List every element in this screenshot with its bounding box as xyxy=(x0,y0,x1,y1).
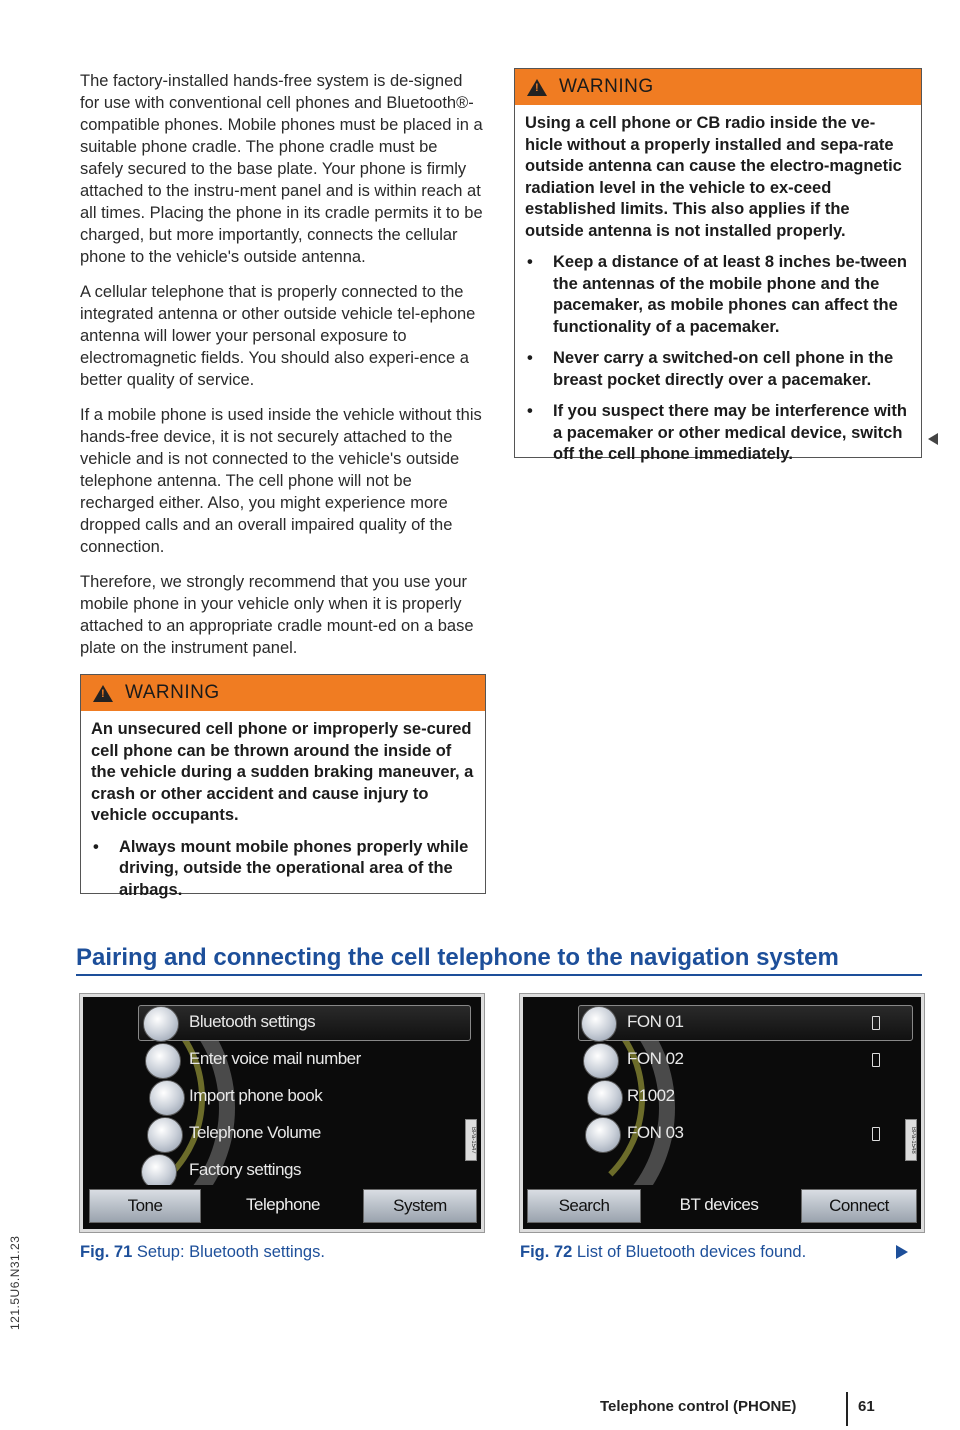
bt-devices-button[interactable]: BT devices xyxy=(679,1195,759,1214)
menu-item-telephone-volume[interactable]: Telephone Volume xyxy=(189,1123,321,1142)
warning-intro: Using a cell phone or CB radio inside the ve-hicle without a properly installed and sepa-rate outside antenna can cause the electro-magnetic radiation level in the vehicle to ex-ceed established limits. This also applies if the outside antenna is not installed properly. xyxy=(525,114,902,240)
device-label: FON 01 xyxy=(627,1012,684,1031)
footer-divider xyxy=(846,1392,848,1426)
softkey-bar xyxy=(83,1185,481,1229)
knob-icon xyxy=(147,1117,183,1153)
paragraph-3: If a mobile phone is used inside the vehicle without this hands-free device, it is not securely attached to the vehicle and is not connected to the vehicle's outside telephone antenna. The cell phone will not be recharged either. Also, you might experience more dropped calls and an overall impaired quality of the connection. xyxy=(80,406,482,556)
connect-button[interactable]: Connect xyxy=(801,1189,917,1223)
warning-intro: An unsecured cell phone or improperly se-cured cell phone can be thrown around the inside of the vehicle during a sudden braking maneuver, a crash or other accident and cause injury to vehicle occupants. xyxy=(91,720,474,824)
knob-icon xyxy=(587,1080,623,1116)
figure-71-caption xyxy=(80,1243,325,1262)
warning-bullet-text: Never carry a switched-on cell phone in the breast pocket directly over a pacemaker. xyxy=(553,349,894,389)
left-column xyxy=(80,70,484,672)
device-item-fon02[interactable]: FON 02 xyxy=(627,1049,684,1068)
device-item-fon03[interactable]: FON 03 xyxy=(627,1123,684,1142)
figure-71-screen xyxy=(80,994,484,1232)
menu-item-label: Bluetooth settings xyxy=(189,1012,316,1031)
phone-icon xyxy=(872,1127,880,1141)
knob-icon xyxy=(145,1043,181,1079)
device-item-r1002[interactable]: R1002 xyxy=(627,1086,675,1105)
figure-72-screen xyxy=(520,994,924,1232)
end-of-section-icon xyxy=(928,433,938,445)
warning-heading: WARNING xyxy=(125,682,220,703)
bullet-dot-icon: • xyxy=(527,402,533,420)
softkey-bar xyxy=(523,1185,921,1229)
section-divider xyxy=(76,974,922,976)
warning-bullet xyxy=(525,401,911,466)
knob-icon xyxy=(583,1043,619,1079)
warning-bullet xyxy=(525,348,911,391)
warning-header xyxy=(515,69,921,105)
bullet-dot-icon: • xyxy=(527,253,533,271)
caption-text: List of Bluetooth devices found. xyxy=(576,1243,807,1261)
knob-icon xyxy=(143,1006,179,1042)
paragraph-1: The factory-installed hands-free system is de-signed for use with conventional cell phones and Bluetooth®-compatible phones. Mobile phones must be placed in a suitable phone cradle. The phone cradle must be safely secured to the base plate. Your phone is firmly attached to the instru-ment panel and is within reach at all times. Placing the phone in its cradle permits it to be charged, but more importantly, connects the cellular phone to the vehicle's outside antenna. xyxy=(80,72,483,266)
menu-item-import-phone-book[interactable]: Import phone book xyxy=(189,1086,323,1105)
bullet-dot-icon: • xyxy=(527,349,533,367)
telephone-button[interactable]: Telephone xyxy=(246,1195,320,1214)
menu-item-factory-settings[interactable]: Factory settings xyxy=(189,1160,301,1179)
search-button[interactable]: Search xyxy=(527,1189,641,1223)
section-title: Pairing and connecting the cell telephone to the navigation system xyxy=(76,944,839,971)
phone-icon xyxy=(872,1016,880,1030)
figure-72-caption xyxy=(520,1243,806,1262)
menu-item-voice-mail[interactable]: Enter voice mail number xyxy=(189,1049,361,1068)
knob-icon xyxy=(581,1006,617,1042)
system-button[interactable]: System xyxy=(363,1189,477,1223)
side-code: 121.5U6.N31.23 xyxy=(8,1235,22,1330)
knob-icon xyxy=(149,1080,185,1116)
warning-triangle-icon xyxy=(93,685,113,702)
warning-bullet-text: If you suspect there may be interference with a pacemaker or other medical device, switch off the cell phone immediately. xyxy=(553,402,907,463)
warning-body xyxy=(81,711,485,919)
figure-code: BPa-1547 xyxy=(465,1119,477,1161)
warning-bullet xyxy=(91,837,475,902)
paragraph-4: Therefore, we strongly recommend that you use your mobile phone in your vehicle only when it is properly attached to an appropriate cradle mount-ed on a base plate on the instrument panel. xyxy=(80,573,474,657)
warning-bullet xyxy=(525,252,911,338)
warning-bullet-text: Always mount mobile phones properly while driving, outside the operational area of the airbags. xyxy=(119,837,469,899)
figure-code: BPa-1548 xyxy=(905,1119,917,1161)
caption-number: Fig. 72 xyxy=(520,1243,573,1261)
footer-title: Telephone control (PHONE) xyxy=(600,1398,797,1415)
caption-text: Setup: Bluetooth settings. xyxy=(136,1243,325,1261)
paragraph-2: A cellular telephone that is properly connected to the integrated antenna or other outside vehicle tel-ephone antenna will lower your personal exposure to electromagnetic fields. You should also experi-ence a better quality of service. xyxy=(80,283,476,389)
knob-icon xyxy=(585,1117,621,1153)
warning-triangle-icon xyxy=(527,79,547,96)
caption-number: Fig. 71 xyxy=(80,1243,133,1261)
page-number: 61 xyxy=(858,1398,875,1415)
warning-heading: WARNING xyxy=(559,76,654,97)
warning-header xyxy=(81,675,485,711)
tone-button[interactable]: Tone xyxy=(89,1189,201,1223)
warning-box-left xyxy=(80,674,486,899)
warning-bullet-text: Keep a distance of at least 8 inches be-tween the antennas of the mobile phone and the pacemaker, as mobile phones can affect the functionality of a pacemaker. xyxy=(553,253,907,336)
phone-icon xyxy=(872,1053,880,1067)
warning-box-right xyxy=(514,68,922,463)
bullet-dot-icon: • xyxy=(93,837,99,856)
continue-arrow-icon xyxy=(896,1245,908,1259)
warning-body xyxy=(515,105,921,484)
